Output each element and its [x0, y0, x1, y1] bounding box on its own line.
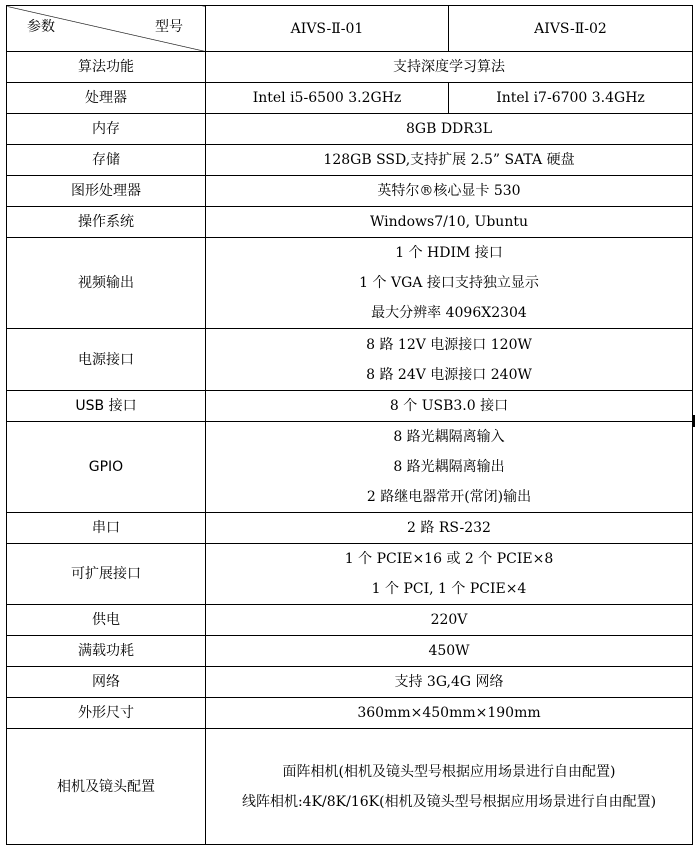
- row-label: 相机及镜头配置: [7, 729, 206, 845]
- table-row: [7, 329, 693, 391]
- row-value: 支持 3G,4G 网络: [206, 667, 693, 698]
- row-label: 电源接口: [7, 329, 206, 391]
- value-line: 最大分辨率 4096X2304: [371, 305, 527, 321]
- table-row: [7, 207, 693, 238]
- table-row: [7, 422, 693, 513]
- row-value-multiline: [206, 729, 693, 845]
- paragraph-end-mark: [693, 415, 695, 427]
- table-row: [7, 391, 693, 422]
- row-value-multiline: [206, 329, 693, 391]
- table-row: [7, 114, 693, 145]
- row-label: 处理器: [7, 83, 206, 114]
- value-line: 8 路 24V 电源接口 240W: [366, 366, 532, 383]
- model-name-2: AIVS-Ⅱ-02: [449, 6, 693, 52]
- table-row: [7, 698, 693, 729]
- table-row: [7, 52, 693, 83]
- row-value: 英特尔®核心显卡 530: [206, 176, 693, 207]
- row-value: 450W: [206, 636, 693, 667]
- value-line: 线阵相机:4K/8K/16K(相机及镜头型号根据应用场景进行自由配置): [241, 793, 657, 810]
- value-line: 面阵相机(相机及镜头型号根据应用场景进行自由配置): [282, 763, 616, 780]
- row-label: 外形尺寸: [7, 698, 206, 729]
- row-label: 内存: [7, 114, 206, 145]
- row-value: 220V: [206, 605, 693, 636]
- model-header-label: 型号: [155, 19, 183, 35]
- table-row: [7, 513, 693, 544]
- value-line: 1 个 VGA 接口支持独立显示: [359, 275, 539, 291]
- model-name-1: AIVS-Ⅱ-01: [206, 6, 449, 52]
- row-value-model-2: Intel i7-6700 3.4GHz: [449, 83, 693, 114]
- value-line: 8 路光耦隔离输出: [393, 459, 505, 475]
- value-line: 1 个 PCIE×16 或 2 个 PCIE×8: [344, 551, 554, 567]
- row-value: Windows7/10, Ubuntu: [206, 207, 693, 238]
- table-row: [7, 145, 693, 176]
- value-line: 1 个 PCI, 1 个 PCIE×4: [371, 581, 527, 597]
- table-row: [7, 544, 693, 605]
- spec-table: [6, 5, 693, 845]
- row-value: 支持深度学习算法: [206, 52, 693, 83]
- row-value: 360mm×450mm×190mm: [206, 698, 693, 729]
- value-line: 8 路光耦隔离输入: [393, 429, 505, 445]
- table-row: [7, 636, 693, 667]
- row-value: 2 路 RS-232: [206, 513, 693, 544]
- header-row: [7, 6, 693, 52]
- row-label: 可扩展接口: [7, 544, 206, 605]
- table-row: [7, 729, 693, 845]
- row-value: 128GB SSD,支持扩展 2.5” SATA 硬盘: [206, 145, 693, 176]
- table-row: [7, 667, 693, 698]
- value-line: 8 路 12V 电源接口 120W: [366, 336, 532, 353]
- row-label: 操作系统: [7, 207, 206, 238]
- table-row: [7, 238, 693, 329]
- row-value-multiline: [206, 238, 693, 329]
- row-label: 供电: [7, 605, 206, 636]
- row-value-multiline: [206, 422, 693, 513]
- param-header-label: 参数: [27, 19, 55, 35]
- table-row: [7, 176, 693, 207]
- value-line: 1 个 HDIM 接口: [395, 245, 503, 261]
- table-row: [7, 83, 693, 114]
- row-label: 串口: [7, 513, 206, 544]
- row-value: 8GB DDR3L: [206, 114, 693, 145]
- row-label: 满载功耗: [7, 636, 206, 667]
- row-label: 算法功能: [7, 52, 206, 83]
- diagonal-header-cell: [7, 6, 206, 52]
- row-value: 8 个 USB3.0 接口: [206, 391, 693, 422]
- row-label: 网络: [7, 667, 206, 698]
- value-line: 2 路继电器常开(常闭)输出: [366, 489, 532, 505]
- row-label: 图形处理器: [7, 176, 206, 207]
- row-value-model-1: Intel i5-6500 3.2GHz: [206, 83, 449, 114]
- row-label: USB 接口: [7, 391, 206, 422]
- row-value-multiline: [206, 544, 693, 605]
- table-row: [7, 605, 693, 636]
- row-label: 存储: [7, 145, 206, 176]
- row-label: GPIO: [7, 422, 206, 513]
- row-label: 视频输出: [7, 238, 206, 329]
